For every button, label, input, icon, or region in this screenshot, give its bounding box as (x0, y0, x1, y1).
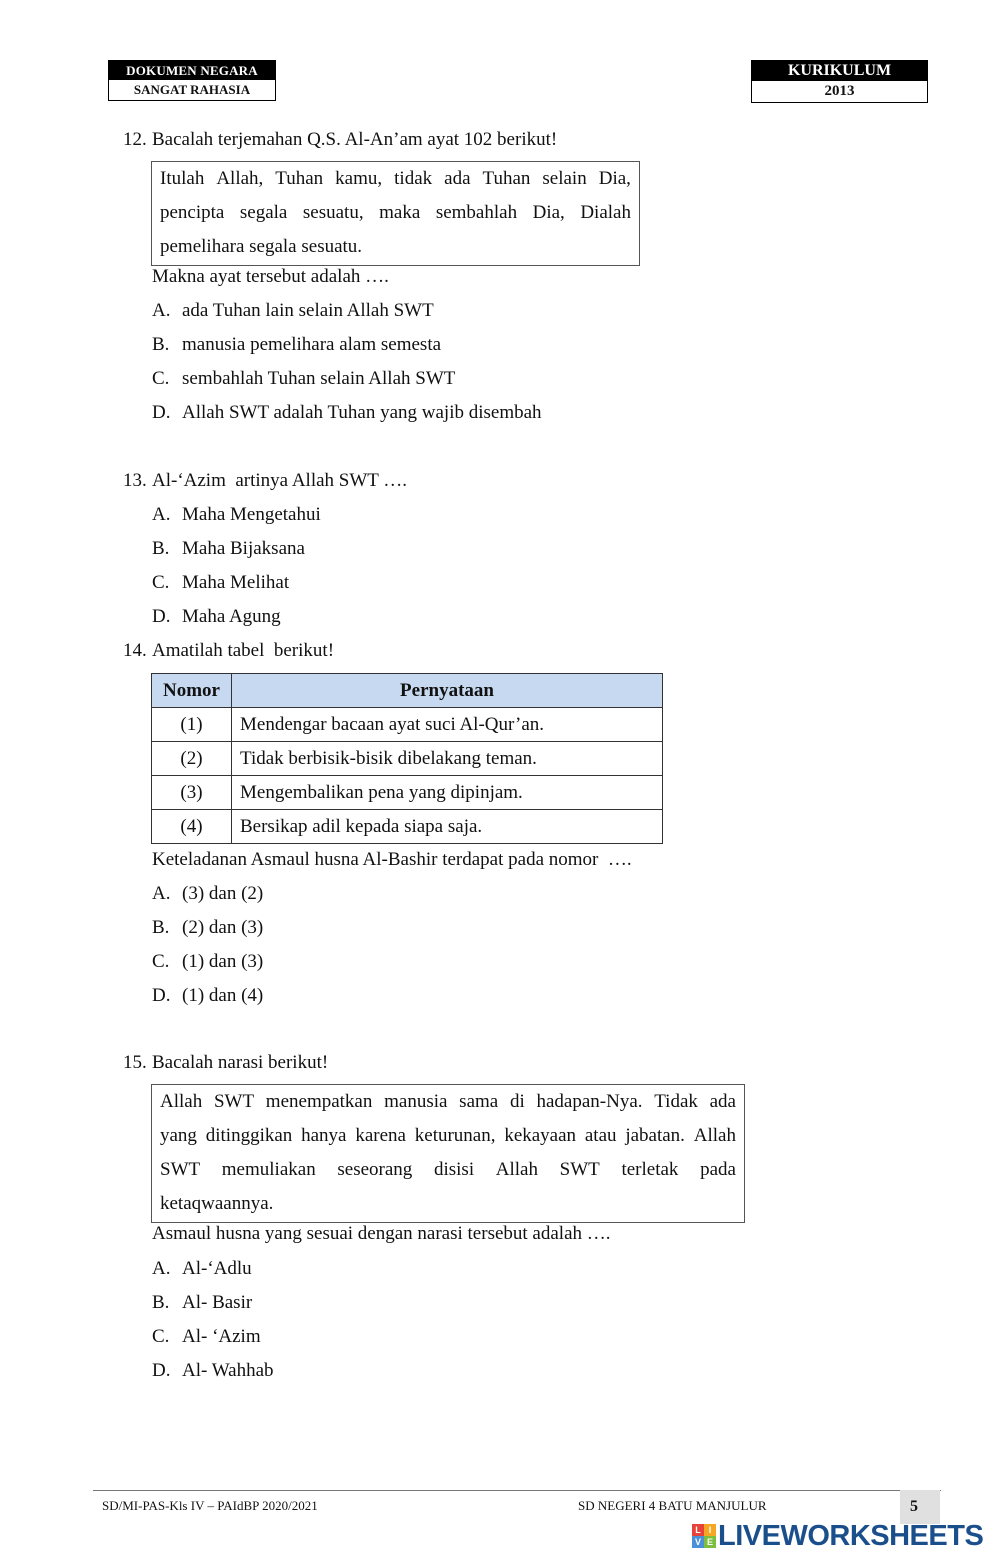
option-text: Maha Agung (182, 606, 281, 627)
box-word: Dia, (532, 202, 565, 223)
secrecy-label: SANGAT RAHASIA (133, 82, 251, 97)
option-letter: C. (152, 572, 170, 593)
option-letter: B. (152, 334, 170, 355)
table-cell-number: (2) (152, 742, 232, 776)
table-header-nomor: Nomor (152, 674, 232, 708)
option-letter: B. (152, 1292, 170, 1313)
box-word: kamu, (335, 168, 383, 189)
box-word: tidak (394, 168, 433, 189)
box-word: jabatan. (625, 1125, 685, 1146)
box-word: ada (444, 168, 471, 189)
box-word: atau (584, 1125, 617, 1146)
logo-tile: L (692, 1524, 704, 1536)
box-line (160, 162, 631, 196)
table-cell-statement: Bersikap adil kepada siapa saja. (232, 810, 663, 844)
option-letter: D. (152, 985, 171, 1006)
box-word: manusia (384, 1091, 448, 1112)
question-15-narrative-box (151, 1084, 745, 1223)
logo-tile: E (704, 1536, 716, 1548)
box-word: kekayaan (504, 1125, 577, 1146)
box-word: sama (459, 1091, 499, 1112)
box-word: pemelihara segala sesuatu. (160, 236, 363, 257)
option-letter: C. (152, 368, 170, 389)
option-letter: D. (152, 402, 171, 423)
table-row (152, 776, 663, 810)
box-line (160, 1085, 736, 1119)
box-word: pada (700, 1159, 736, 1180)
box-word: keturunan, (414, 1125, 496, 1146)
box-word: sembahlah (435, 202, 518, 223)
logo-tile: I (704, 1524, 716, 1536)
box-word: disisi (433, 1159, 475, 1180)
page-number: 5 (900, 1490, 940, 1524)
box-word: memuliakan (221, 1159, 316, 1180)
option-text: (1) dan (4) (182, 985, 264, 1006)
option-text: Maha Bijaksana (182, 538, 305, 559)
box-word: Allah (495, 1159, 538, 1180)
box-word: seseorang (337, 1159, 413, 1180)
box-word: ketaqwaannya. (160, 1193, 274, 1214)
table-row (152, 708, 663, 742)
box-word: Allah (693, 1125, 736, 1146)
box-word: ada (709, 1091, 736, 1112)
option-letter: A. (152, 300, 171, 321)
curriculum-box (751, 60, 928, 103)
option-text: sembahlah Tuhan selain Allah SWT (182, 368, 456, 389)
option-text: Maha Mengetahui (182, 504, 321, 525)
box-word: pencipta (160, 202, 225, 223)
box-word: karena (355, 1125, 406, 1146)
table-cell-statement: Tidak berbisik-bisik dibelakang teman. (232, 742, 663, 776)
option-text: (3) dan (2) (182, 883, 264, 904)
question-14-prompt: Amatilah tabel berikut! (152, 640, 335, 661)
question-14-question: Keteladanan Asmaul husna Al-Bashir terdapat pada nomor …. (152, 849, 632, 870)
option-letter: D. (152, 1360, 171, 1381)
box-word: menempatkan (265, 1091, 373, 1112)
question-12-prompt: Bacalah terjemahan Q.S. Al-An’am ayat 102 berikut! (152, 129, 558, 150)
table-cell-statement: Mendengar bacaan ayat suci Al-Qur’an. (232, 708, 663, 742)
box-word: Itulah (160, 168, 205, 189)
box-line (160, 230, 631, 264)
footer-exam-code: SD/MI-PAS-Kls IV – PAIdBP 2020/2021 (102, 1498, 318, 1513)
question-12-number: 12. (123, 129, 147, 150)
option-letter: B. (152, 538, 170, 559)
liveworksheets-text: LIVEWORKSHEETS (718, 1519, 984, 1552)
question-12-question: Makna ayat tersebut adalah …. (152, 266, 389, 287)
liveworksheets-logo-icon (692, 1524, 716, 1548)
option-letter: C. (152, 951, 170, 972)
question-15-prompt: Bacalah narasi berikut! (152, 1052, 329, 1073)
box-word: sesuatu, (302, 202, 364, 223)
option-letter: D. (152, 606, 171, 627)
box-word: ditinggikan (205, 1125, 293, 1146)
table-header-row (152, 674, 663, 708)
option-letter: A. (152, 883, 171, 904)
classification-label: DOKUMEN NEGARA (109, 61, 275, 80)
liveworksheets-watermark[interactable] (692, 1520, 983, 1552)
box-word: Dia, (598, 168, 631, 189)
box-word: Tuhan (482, 168, 531, 189)
question-14-table (151, 673, 663, 844)
option-text: ada Tuhan lain selain Allah SWT (182, 300, 434, 321)
box-word: segala (239, 202, 288, 223)
footer-school-name: SD NEGERI 4 BATU MANJULUR (578, 1498, 767, 1513)
box-word: Dialah (580, 202, 631, 223)
curriculum-label: KURIKULUM (752, 61, 927, 81)
option-letter: A. (152, 504, 171, 525)
question-13-prompt: Al-‘Azim artinya Allah SWT …. (152, 470, 408, 491)
logo-tile: V (692, 1536, 704, 1548)
question-14-number: 14. (123, 640, 147, 661)
box-word: hadapan-Nya. (536, 1091, 643, 1112)
table-row (152, 742, 663, 776)
box-word: di (509, 1091, 525, 1112)
option-text: Al- Wahhab (182, 1360, 274, 1381)
option-text: (2) dan (3) (182, 917, 264, 938)
box-word: terletak (621, 1159, 679, 1180)
box-word: SWT (213, 1091, 255, 1112)
question-13-number: 13. (123, 470, 147, 491)
table-header-pernyataan: Pernyataan (232, 674, 663, 708)
box-word: maka (379, 202, 421, 223)
question-15-number: 15. (123, 1052, 147, 1073)
box-line (160, 1119, 736, 1153)
box-line (160, 1187, 736, 1221)
box-word: Allah, (216, 168, 264, 189)
question-12-quote-box (151, 161, 640, 266)
box-line (160, 196, 631, 230)
option-text: manusia pemelihara alam semesta (182, 334, 442, 355)
option-text: Al-‘Adlu (182, 1258, 252, 1279)
box-line (160, 1153, 736, 1187)
box-word: yang (160, 1125, 197, 1146)
option-text: (1) dan (3) (182, 951, 264, 972)
table-row (152, 810, 663, 844)
box-word: Tuhan (275, 168, 324, 189)
table-cell-number: (1) (152, 708, 232, 742)
table-cell-statement: Mengembalikan pena yang dipinjam. (232, 776, 663, 810)
box-word: Tidak (654, 1091, 698, 1112)
option-text: Al- Basir (182, 1292, 253, 1313)
footer-divider (93, 1490, 941, 1491)
table-cell-number: (3) (152, 776, 232, 810)
box-word: selain (542, 168, 587, 189)
table-cell-number: (4) (152, 810, 232, 844)
option-letter: C. (152, 1326, 170, 1347)
option-text: Allah SWT adalah Tuhan yang wajib disembah (182, 402, 542, 423)
option-text: Al- ‘Azim (182, 1326, 261, 1347)
document-classification-box (108, 60, 276, 101)
option-text: Maha Melihat (182, 572, 290, 593)
option-letter: A. (152, 1258, 171, 1279)
curriculum-year: 2013 (824, 83, 855, 99)
box-word: hanya (301, 1125, 347, 1146)
option-letter: B. (152, 917, 170, 938)
box-word: Allah (160, 1091, 203, 1112)
box-word: SWT (559, 1159, 600, 1180)
question-15-question: Asmaul husna yang sesuai dengan narasi tersebut adalah …. (152, 1223, 611, 1244)
box-word: SWT (160, 1159, 201, 1180)
